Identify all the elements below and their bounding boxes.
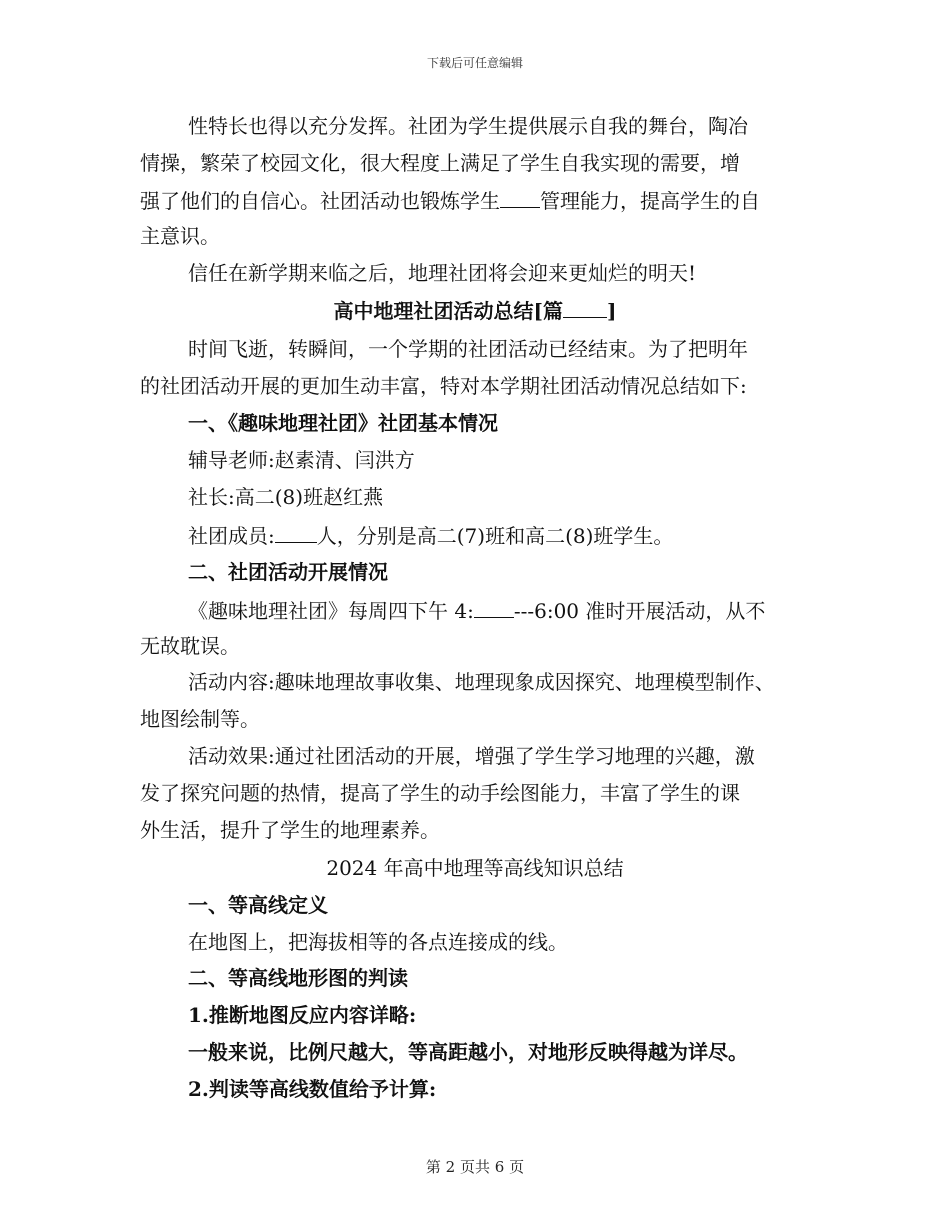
section-heading: 二、等高线地形图的判读 xyxy=(188,966,408,990)
title-segment: ] xyxy=(607,299,617,323)
paragraph-line: 在地图上，把海拔相等的各点连接成的线。 xyxy=(188,930,568,954)
paragraph-line: 活动内容:趣味地理故事收集、地理现象成因探究、地理模型制作、 xyxy=(188,670,775,694)
paragraph-line: 情操，繁荣了校园文化，很大程度上满足了学生自我实现的需要，增 xyxy=(140,151,740,175)
paragraph-line xyxy=(140,187,760,213)
text-segment: 社团成员: xyxy=(188,524,275,548)
text-segment: 管理能力，提高学生的自 xyxy=(540,189,760,213)
paragraph-line: 辅导老师:赵素清、闫洪方 xyxy=(188,448,415,472)
section-title xyxy=(0,297,950,323)
text-segment: 强了他们的自信心。社团活动也锻炼学生 xyxy=(140,189,500,213)
paragraph-line: 的社团活动开展的更加生动丰富，特对本学期社团活动情况总结如下: xyxy=(140,374,747,398)
paragraph-line: 时间飞逝，转瞬间，一个学期的社团活动已经结束。为了把明年 xyxy=(188,337,748,361)
section-title: 2024 年高中地理等高线知识总结 xyxy=(326,856,624,880)
section-heading: 二、社团活动开展情况 xyxy=(188,560,388,584)
paragraph-line: 发了探究问题的热情，提高了学生的动手绘图能力，丰富了学生的课 xyxy=(140,781,740,805)
paragraph-line: 地图绘制等。 xyxy=(140,707,260,731)
list-item-heading: 2.判读等高线数值给予计算: xyxy=(188,1077,437,1101)
text-segment: ---6:00 准时开展活动，从不 xyxy=(513,599,766,623)
section-heading: 一、《趣味地理社团》社团基本情况 xyxy=(188,411,498,435)
paragraph-line: 信任在新学期来临之后，地理社团将会迎来更灿烂的明天! xyxy=(188,261,697,285)
paragraph-line xyxy=(188,597,765,623)
blank-underline xyxy=(500,187,540,208)
blank-underline xyxy=(275,522,317,543)
section-heading: 一、等高线定义 xyxy=(188,893,328,917)
page-header: 下载后可任意编辑 xyxy=(426,56,523,70)
paragraph-line: 性特长也得以充分发挥。社团为学生提供展示自我的舞台，陶冶 xyxy=(188,114,748,138)
text-segment: 《趣味地理社团》每周四下午 4: xyxy=(188,599,474,623)
list-item-heading: 1.推断地图反应内容详略: xyxy=(188,1003,417,1027)
paragraph-line xyxy=(188,522,673,548)
blank-underline xyxy=(474,597,514,618)
paragraph-line: 一般来说，比例尺越大，等高距越小，对地形反映得越为详尽。 xyxy=(188,1040,748,1064)
blank-underline xyxy=(563,297,607,318)
page-footer: 第 2 页共 6 页 xyxy=(425,1158,525,1176)
text-segment: 人，分别是高二(7)班和高二(8)班学生。 xyxy=(316,524,674,548)
title-segment: 高中地理社团活动总结[篇 xyxy=(333,299,563,323)
paragraph-line: 社长:高二(8)班赵红燕 xyxy=(188,485,384,509)
paragraph-line: 外生活，提升了学生的地理素养。 xyxy=(140,818,440,842)
paragraph-line: 无故耽误。 xyxy=(140,634,240,658)
paragraph-line: 主意识。 xyxy=(140,224,220,248)
paragraph-line: 活动效果:通过社团活动的开展，增强了学生学习地理的兴趣，激 xyxy=(188,744,755,768)
